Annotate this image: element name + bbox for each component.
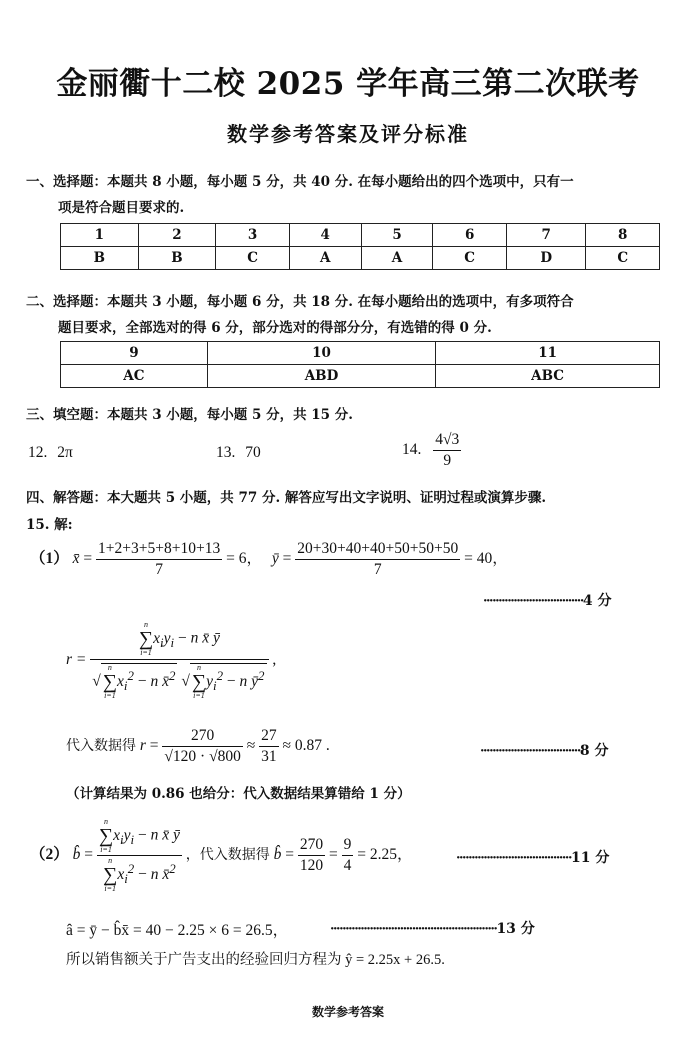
score-mark-3: ······································11 分	[456, 850, 610, 866]
table-cell: 9	[61, 342, 208, 365]
page-subtitle: 数学参考答案及评分标准	[227, 122, 469, 146]
regression-conclusion: 所以销售额关于广告支出的经验回归方程为 ŷ = 2.25x + 26.5.	[66, 952, 445, 968]
grading-note: （计算结果为 0.86 也给分：代入数据结果算错给 1 分）	[66, 786, 411, 802]
step2-label: （2）	[30, 846, 69, 864]
b-formula-denominator: n ∑ i=1 $x_i^2 - n$ x̄$^2$	[103, 856, 176, 893]
q14-fraction	[433, 431, 461, 470]
score-2: 8 分	[579, 743, 609, 759]
q14-denominator: 9	[443, 452, 452, 469]
q12-answer	[28, 444, 73, 462]
table-cell: 2	[138, 224, 216, 247]
ybar-numerator: 20+30+40+40+50+50+50	[295, 540, 460, 560]
table-cell: B	[138, 247, 216, 270]
table-cell: AC	[61, 365, 208, 388]
table-cell: B	[61, 247, 139, 270]
r-formula-fraction	[90, 621, 268, 700]
table-cell: 10	[207, 342, 435, 365]
part2-instructions-line1: 二、选择题：本题共 3 小题，每小题 6 分，共 18 分. 在每小题给出的选项中，有多项符合	[26, 294, 574, 310]
r-approx-fraction	[259, 727, 279, 766]
score-mark-4: ·······················································13 分	[330, 921, 535, 937]
table-cell: 8	[586, 224, 660, 247]
r-substitution: 代入数据得 r = $\frac{270}{√120 \cdot √800}$ ≈ $\frac{27}{31}$ ≈ 0.87 .	[66, 727, 330, 765]
ybar-result: = 40，	[464, 550, 508, 568]
page-footer: 数学参考答案	[311, 1005, 384, 1019]
r-formula: r = n ∑ i=1 $x_iy_i - n$ x̄ ȳ √ n ∑ i=1 $x_i^2 - n$ x̄$^2$ √ n ∑ i=1 $y_i^2 - n$ $ȳ^2$ ,	[66, 620, 277, 700]
part1-instructions-line1: 一、选择题：本题共 8 小题，每小题 5 分，共 40 分. 在每小题给出的四个选项中，只有一	[26, 174, 574, 190]
table-cell: 6	[433, 224, 506, 247]
q14-numerator: 4√3	[433, 431, 461, 451]
score-3: 11 分	[570, 850, 610, 866]
r-approx-denominator: 31	[261, 748, 277, 765]
q14-label: 14.	[402, 441, 422, 459]
b-value-fraction	[298, 836, 325, 875]
xbar-result: = 6，	[226, 550, 262, 568]
table-cell: 4	[289, 224, 361, 247]
table-cell: C	[216, 247, 289, 270]
q13-value: 70	[245, 444, 261, 461]
b-reduced-denominator: 4	[343, 857, 352, 874]
ybar-denominator: 7	[373, 561, 382, 578]
table-cell: 5	[361, 224, 433, 247]
slope-equation: （2） b̂ = n ∑ i=1 $x_iy_i - n$ x̄ ȳ n ∑ i=1 $x_i^2 - n$ x̄$^2$ ，代入数据得 b̂ = $\frac{270}{120}$ = $\frac{9}{4}$ = 2.25，	[30, 817, 413, 893]
q13-label: 13.	[216, 444, 236, 461]
table-row-answers	[61, 365, 660, 388]
q12-label: 12.	[28, 444, 48, 461]
r-approx-numerator: 27	[259, 727, 279, 747]
b-value-denominator: 120	[299, 857, 324, 874]
table-cell: 11	[436, 342, 660, 365]
r-formula-denominator: √ n ∑ i=1 $x_i^2 - n$ x̄$^2$ √ n ∑ i=1 $y_i^2 - n$ $ȳ^2$	[92, 663, 265, 700]
table-row-numbers	[61, 342, 660, 365]
q15-label: 15. 解:	[26, 517, 73, 533]
table-cell: ABD	[207, 365, 435, 388]
step1-label: （1）	[30, 550, 69, 568]
part1-instructions-line2: 项是符合题目要求的.	[58, 200, 185, 216]
b-value-numerator: 270	[298, 836, 325, 856]
b-formula-fraction	[97, 818, 182, 893]
r-symbol: r =	[66, 651, 87, 669]
table-cell: ABC	[436, 365, 660, 388]
b-reduced-fraction	[342, 836, 354, 875]
score-mark-2: ·································8 分	[480, 743, 609, 759]
xbar-numerator: 1+2+3+5+8+10+13	[96, 540, 222, 560]
table-cell: 3	[216, 224, 289, 247]
b-formula-numerator: n ∑ i=1 $x_iy_i - n$ x̄ ȳ	[98, 817, 180, 854]
ybar-fraction	[295, 540, 460, 579]
table-cell: 7	[506, 224, 586, 247]
part2-answer-table	[60, 341, 660, 388]
table-cell: 1	[61, 224, 139, 247]
table-row-answers	[61, 247, 660, 270]
page-title: 金丽衢十二校 2025 学年高三第二次联考	[56, 66, 640, 102]
q13-answer	[216, 444, 261, 462]
table-cell: A	[289, 247, 361, 270]
substitute-label-1: 代入数据得	[66, 738, 136, 755]
r-value-numerator: 270	[162, 727, 242, 747]
score-1: 4 分	[582, 593, 612, 609]
r-formula-numerator: n ∑ i=1 $x_iy_i - n$ x̄ ȳ	[90, 621, 268, 660]
mean-equations: （1） x̄ = $\frac{1+2+3+5+8+10+13}{7}$ = 6， ȳ = $\frac{20+30+40+40+50+50+50}{7}$ = 40，	[30, 540, 508, 578]
intercept-equation: â = ȳ − b̂x̄ = 40 − 2.25 × 6 = 26.5，	[66, 922, 289, 939]
part2-instructions-line2: 题目要求，全部选对的得 6 分，部分选对的得部分分，有选错的得 0 分.	[58, 320, 492, 336]
table-row-numbers	[61, 224, 660, 247]
b-reduced-numerator: 9	[342, 836, 354, 856]
score-4: 13 分	[496, 921, 535, 937]
table-cell: A	[361, 247, 433, 270]
r-value-fraction	[162, 727, 242, 766]
r-result: ≈ 0.87 .	[282, 737, 330, 755]
xbar-denominator: 7	[155, 561, 163, 578]
part3-instructions: 三、填空题：本题共 3 小题，每小题 5 分，共 15 分.	[26, 407, 353, 423]
score-mark-1: ·································4 分	[483, 593, 612, 609]
table-cell: C	[586, 247, 660, 270]
q12-value: 2π	[57, 444, 73, 461]
substitute-label-2: ，代入数据得	[185, 847, 270, 864]
table-cell: D	[506, 247, 586, 270]
r-value-denominator: √120 · √800	[164, 748, 241, 765]
table-cell: C	[433, 247, 506, 270]
b-result: = 2.25，	[357, 846, 413, 864]
part1-answer-table	[60, 223, 660, 270]
part4-instructions: 四、解答题：本大题共 5 小题，共 77 分. 解答应写出文字说明、证明过程或演算步骤.	[26, 490, 547, 506]
xbar-fraction	[96, 540, 222, 579]
q14-answer	[402, 431, 461, 470]
